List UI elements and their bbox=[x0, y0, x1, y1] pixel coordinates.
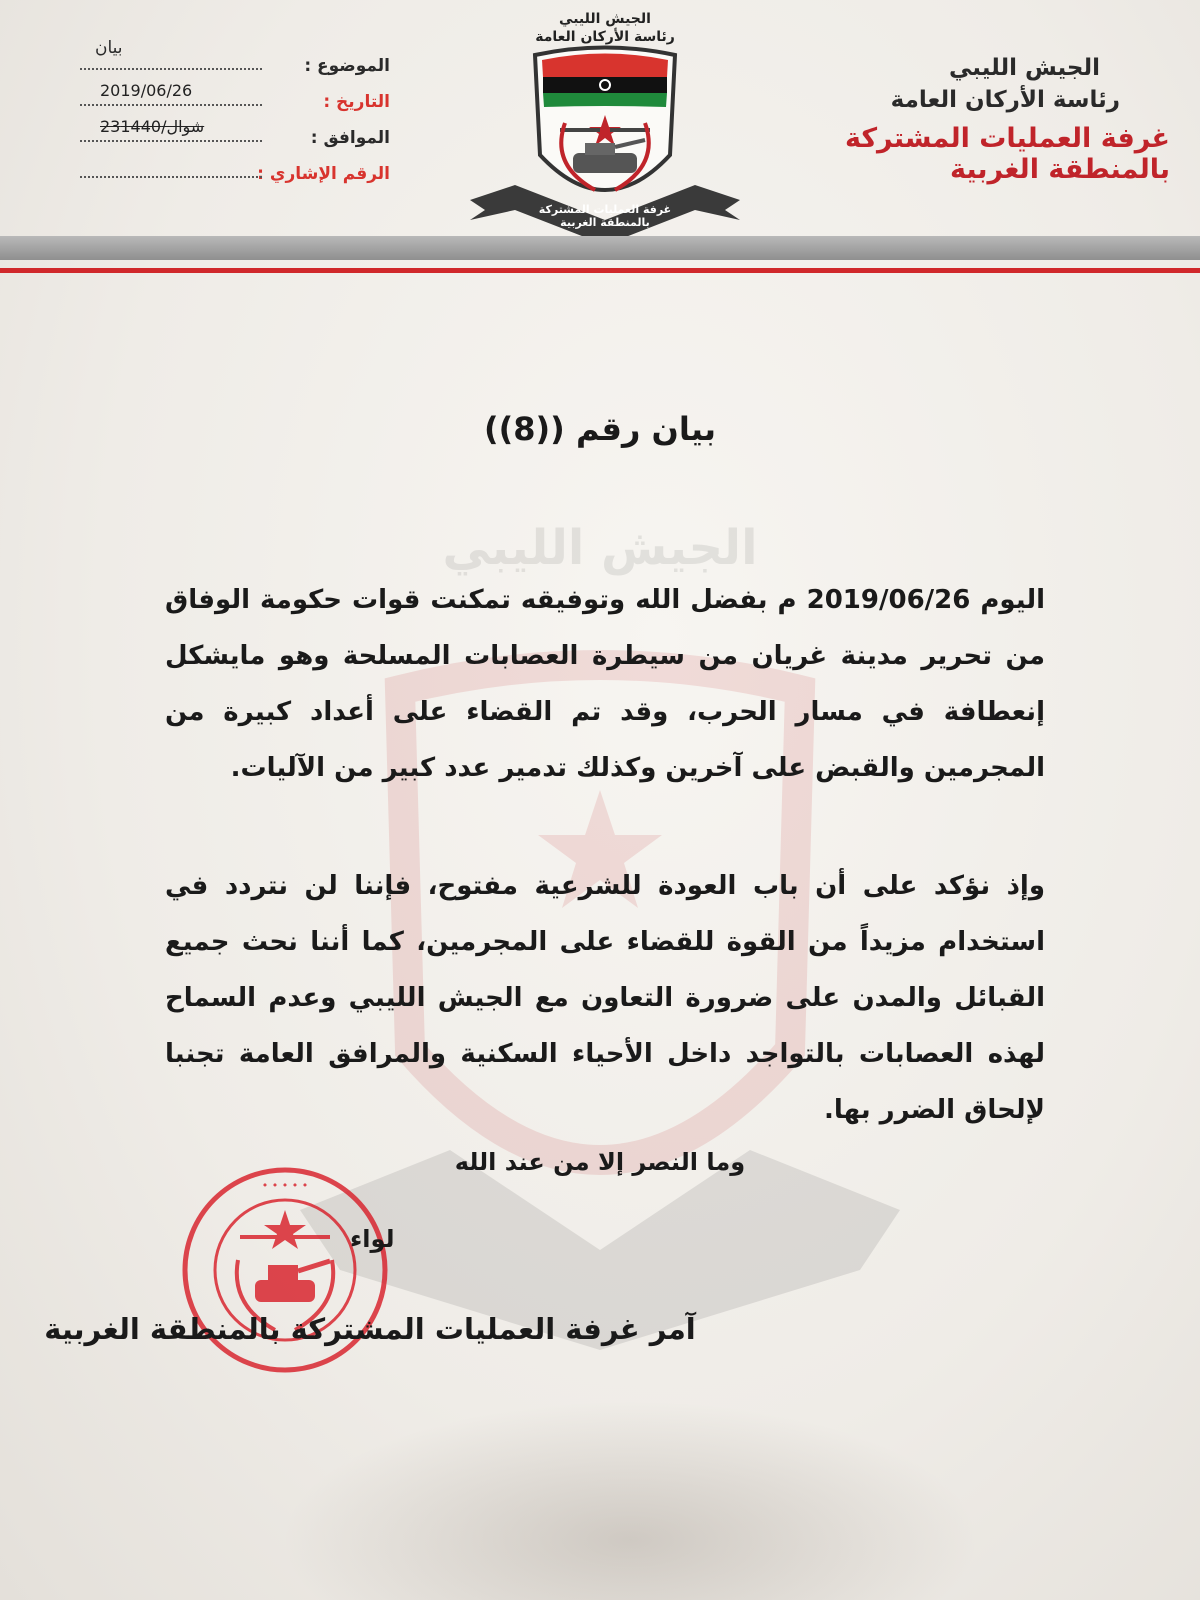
emblem-top-text-2: رئاسة الأركان العامة bbox=[535, 29, 675, 45]
svg-text:• • • • •: • • • • • bbox=[261, 1179, 309, 1192]
corresponding-value: 23شوال/1440 bbox=[100, 117, 205, 136]
emblem-top-text-1: الجيش الليبي bbox=[559, 11, 651, 27]
statement-title: بيان رقم ((8)) bbox=[484, 410, 716, 448]
date-line bbox=[80, 78, 262, 106]
org-operations-room: غرفة العمليات المشتركة بالمنطقة الغربية bbox=[844, 123, 1170, 185]
header-red-rule bbox=[0, 268, 1200, 273]
corresponding-row bbox=[80, 112, 390, 148]
paragraph-1: اليوم 2019/06/26 م بفضل الله وتوفيقه تمكنت قوات حكومة الوفاق من تحرير مدينة غريان من سيطرة العصابات المسلحة وهو مايشكل إنعطافة في مسار الحرب، وقد تم القضاء على أعداد كبيرة من المجرمين والقبض على آخرين وكذلك تدمير عدد كبير من الآليات. bbox=[165, 585, 1045, 783]
reference-line bbox=[80, 150, 262, 178]
date-value: 2019/06/26 bbox=[100, 81, 193, 100]
letterhead-fields bbox=[80, 40, 390, 184]
corresponding-label: الموافق : bbox=[310, 128, 390, 148]
watermark-text: الجيش الليبي bbox=[442, 520, 758, 576]
org-army-name: الجيش الليبي bbox=[949, 55, 1100, 81]
org-general-staff: رئاسة الأركان العامة bbox=[890, 87, 1120, 113]
subject-label: الموضوع : bbox=[304, 56, 390, 76]
letterhead-organization bbox=[770, 55, 1170, 185]
signer-title: آمر غرفة العمليات المشتركة بالمنطقة الغربية bbox=[44, 1312, 696, 1346]
emblem-ribbon-text: غرفة العمليات المشتركة بالمنطقة الغربية bbox=[538, 203, 672, 229]
date-row bbox=[80, 76, 390, 112]
date-label: التاريخ : bbox=[323, 92, 390, 112]
paragraph-2: وإذ نؤكد على أن باب العودة للشرعية مفتوح، فإننا لن نتردد في استخدام مزيداً من القوة للقضاء على المجرمين، كما أننا نحث جميع القبائل والمدن على ضرورة التعاون مع الجيش الليبي وعدم السماح لهذه العصابات بالتواجد داخل الأحياء السكنية والمرافق العامة تجنبا لإلحاق الضرر بها. bbox=[165, 871, 1045, 1125]
subject-row bbox=[80, 40, 390, 76]
corresponding-line bbox=[80, 114, 262, 142]
reference-row bbox=[80, 148, 390, 184]
signer-rank: لواء bbox=[350, 1225, 395, 1253]
photo-shadow bbox=[280, 1400, 980, 1600]
subject-line bbox=[80, 42, 262, 70]
military-emblem bbox=[455, 5, 755, 245]
header-grey-stripe bbox=[0, 236, 1200, 260]
reference-label: الرقم الإشاري : bbox=[257, 164, 390, 184]
subject-value: بيان bbox=[95, 38, 123, 58]
closing-phrase: وما النصر إلا من عند الله bbox=[454, 1148, 746, 1176]
